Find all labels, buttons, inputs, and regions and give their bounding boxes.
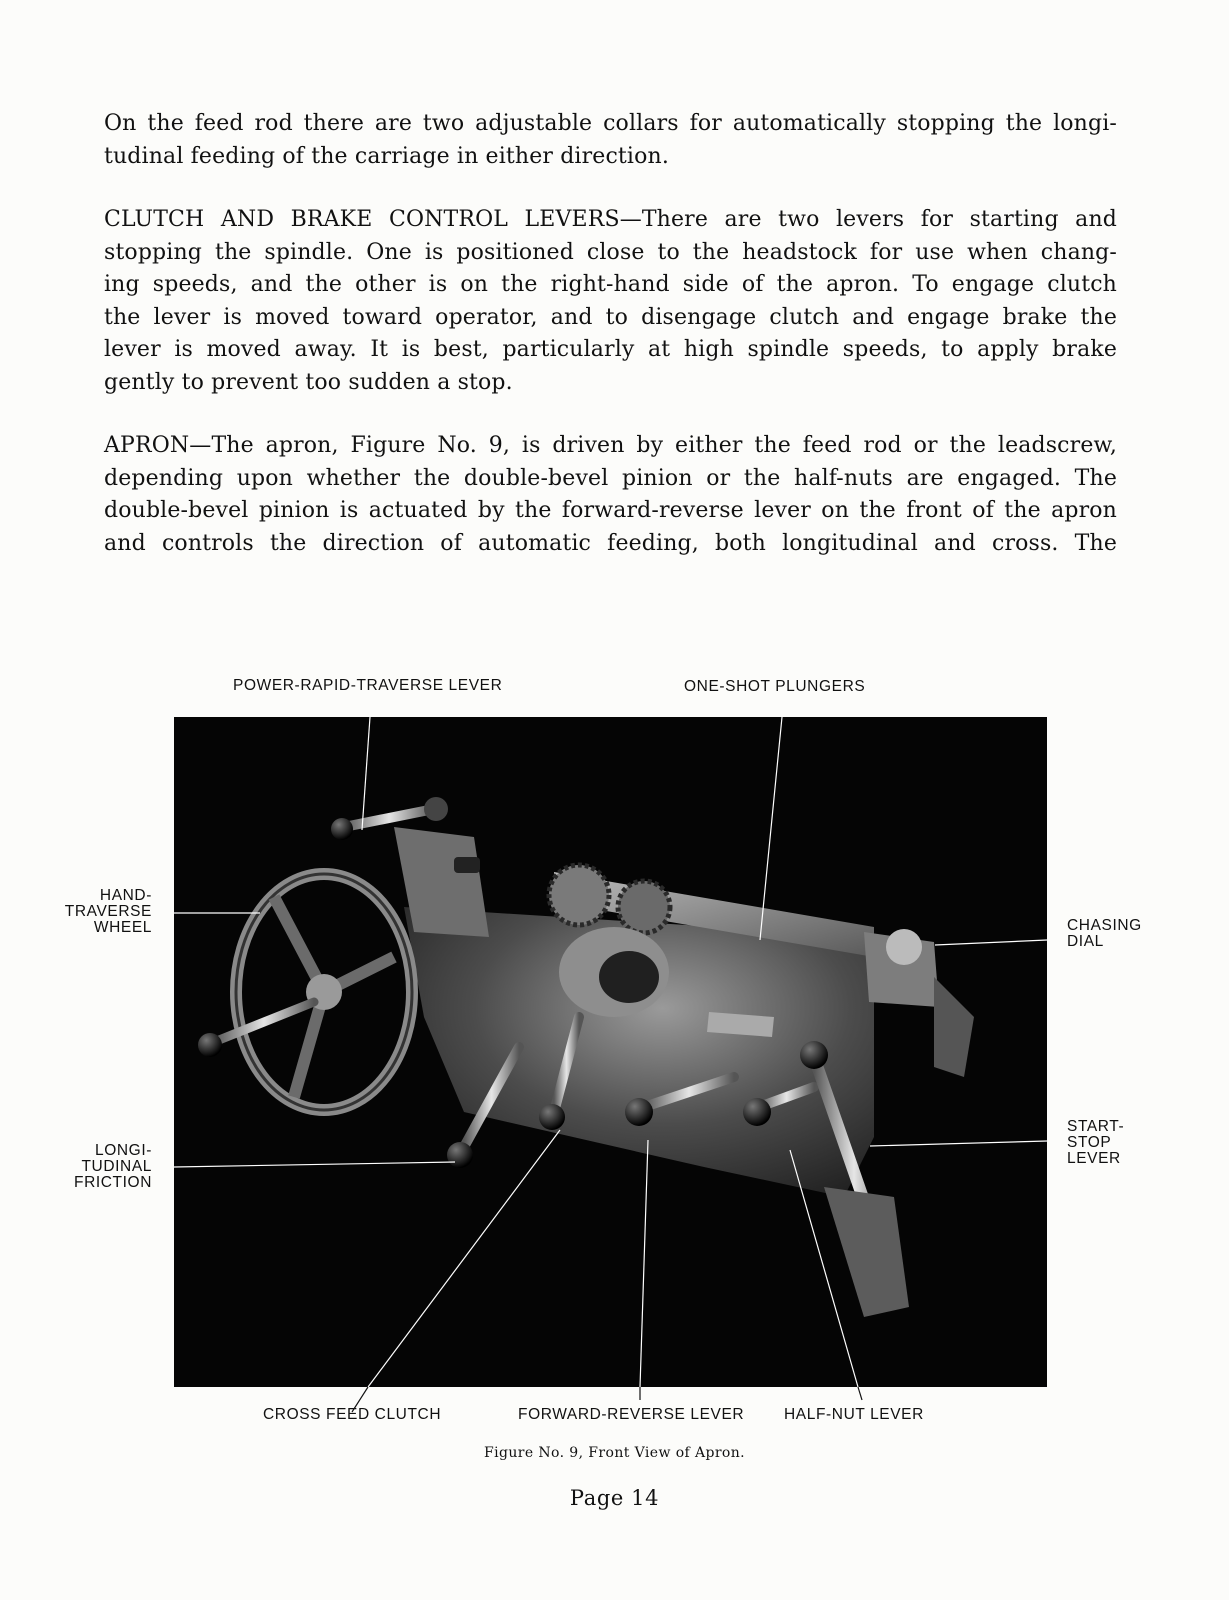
label-start-stop-lever: [1067, 1119, 1124, 1167]
text-line: APRON—The apron, Figure No. 9, is driven by either the feed rod or the leadscrew,: [104, 433, 1117, 458]
label-line: STOP: [1067, 1134, 1112, 1151]
label-power-rapid-traverse-lever: POWER-RAPID-TRAVERSE LEVER: [233, 677, 503, 694]
apron-illustration: [174, 717, 1047, 1387]
text-line: depending upon whether the double-bevel pinion or the half-nuts are engaged. The: [104, 465, 1117, 491]
text-line: the lever is moved toward operator, and to disengage clutch and engage brake the: [104, 304, 1117, 330]
page-number: Page 14: [569, 1486, 660, 1510]
label-line: LONGI-: [95, 1142, 152, 1159]
text-line: double-bevel pinion is actuated by the forward-reverse lever on the front of the apron: [104, 498, 1117, 523]
label-cross-feed-clutch: CROSS FEED CLUTCH: [263, 1406, 442, 1423]
label-chasing-dial: [1067, 918, 1142, 950]
label-line: HAND-: [99, 887, 152, 904]
text-line: gently to prevent too sudden a stop.: [104, 369, 513, 395]
text-line: and controls the direction of automatic feeding, both longitudinal and cross. The: [104, 530, 1117, 556]
paragraph-apron: [104, 430, 1117, 560]
text-line: lever is moved away. It is best, particularly at high spindle speeds, to apply brake: [104, 337, 1117, 362]
label-line: FRICTION: [74, 1174, 152, 1191]
label-line: TRAVERSE: [64, 903, 152, 920]
label-line: LEVER: [1067, 1150, 1121, 1167]
paragraph-clutch-brake: [104, 204, 1117, 399]
paragraph-feed-rod-collars: [104, 108, 1117, 173]
text-line: CLUTCH AND BRAKE CONTROL LEVERS—There are two levers for starting and: [104, 207, 1117, 232]
text-line: ing speeds, and the other is on the right-hand side of the apron. To engage clutch: [104, 272, 1117, 297]
apron-photo: [174, 717, 1047, 1387]
text-line: tudinal feeding of the carriage in either direction.: [104, 143, 669, 169]
label-longitudinal-friction: [74, 1143, 152, 1191]
label-one-shot-plungers: ONE-SHOT PLUNGERS: [684, 678, 866, 695]
leader-line-half-nut-outer: [858, 1387, 862, 1400]
figure-caption: Figure No. 9, Front View of Apron.: [483, 1445, 746, 1461]
label-hand-traverse-wheel: [65, 888, 152, 936]
label-forward-reverse-lever: FORWARD-REVERSE LEVER: [518, 1406, 745, 1423]
label-line: TUDINAL: [81, 1158, 152, 1175]
label-half-nut-lever: HALF-NUT LEVER: [784, 1406, 924, 1423]
label-line: START-: [1067, 1118, 1125, 1135]
label-line: WHEEL: [93, 919, 152, 936]
text-line: stopping the spindle. One is positioned close to the headstock for use when chang-: [104, 239, 1117, 265]
label-line: CHASING: [1067, 917, 1142, 934]
label-line: DIAL: [1067, 933, 1104, 950]
text-line: On the feed rod there are two adjustable collars for automatically stopping the longi-: [104, 111, 1117, 136]
